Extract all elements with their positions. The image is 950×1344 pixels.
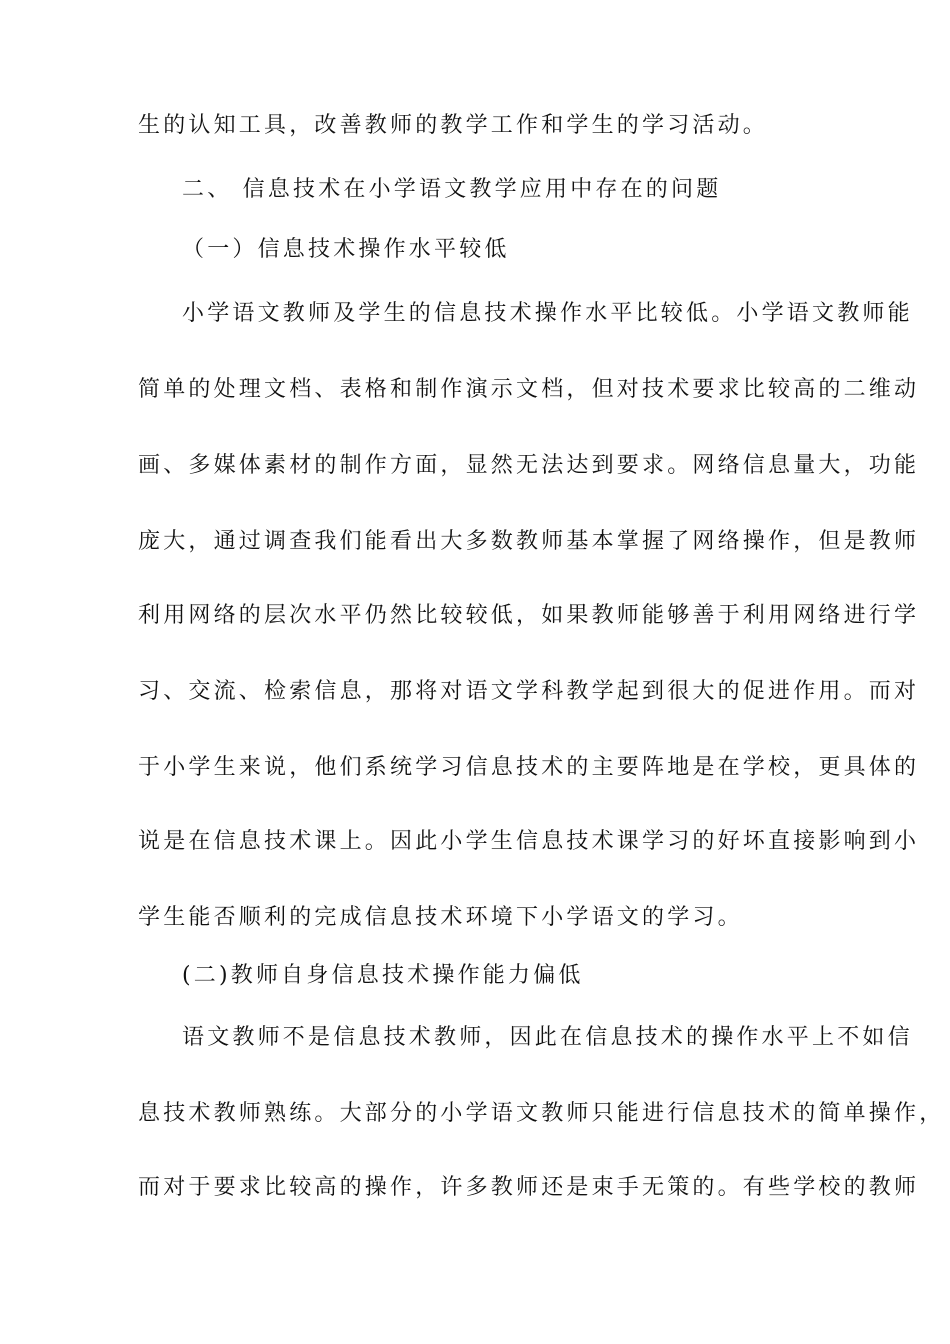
paragraph-line: 于小学生来说，他们系统学习信息技术的主要阵地是在学校，更具体的	[138, 755, 920, 780]
paragraph-line: 小学语文教师及学生的信息技术操作水平比较低。小学语文教师能	[182, 301, 913, 326]
section-heading: 二、 信息技术在小学语文教学应用中存在的问题	[182, 177, 722, 202]
paragraph-line: 利用网络的层次水平仍然比较较低，如果教师能够善于利用网络进行学	[138, 603, 920, 628]
paragraph-line: 而对于要求比较高的操作，许多教师还是束手无策的。有些学校的教师	[138, 1175, 920, 1200]
paragraph-line: 说是在信息技术课上。因此小学生信息技术课学习的好坏直接影响到小	[138, 829, 920, 854]
paragraph-line: 生的认知工具，改善教师的教学工作和学生的学习活动。	[138, 113, 769, 138]
paragraph-line: 语文教师不是信息技术教师，因此在信息技术的操作水平上不如信	[182, 1025, 913, 1050]
paragraph-line: 学生能否顺利的完成信息技术环境下小学语文的学习。	[138, 905, 743, 930]
paragraph-line: 简单的处理文档、表格和制作演示文档，但对技术要求比较高的二维动	[138, 377, 920, 402]
paragraph-line: 习、交流、检索信息，那将对语文学科教学起到很大的促进作用。而对	[138, 679, 920, 704]
paragraph-line: 庞大，通过调查我们能看出大多数教师基本掌握了网络操作，但是教师	[138, 529, 920, 554]
subsection-heading: （一）信息技术操作水平较低	[182, 237, 510, 262]
paragraph-line: 画、多媒体素材的制作方面，显然无法达到要求。网络信息量大，功能	[138, 453, 920, 478]
paragraph-line: 息技术教师熟练。大部分的小学语文教师只能进行信息技术的简单操作，	[138, 1101, 945, 1126]
subsection-heading: (二)教师自身信息技术操作能力偏低	[182, 963, 584, 988]
